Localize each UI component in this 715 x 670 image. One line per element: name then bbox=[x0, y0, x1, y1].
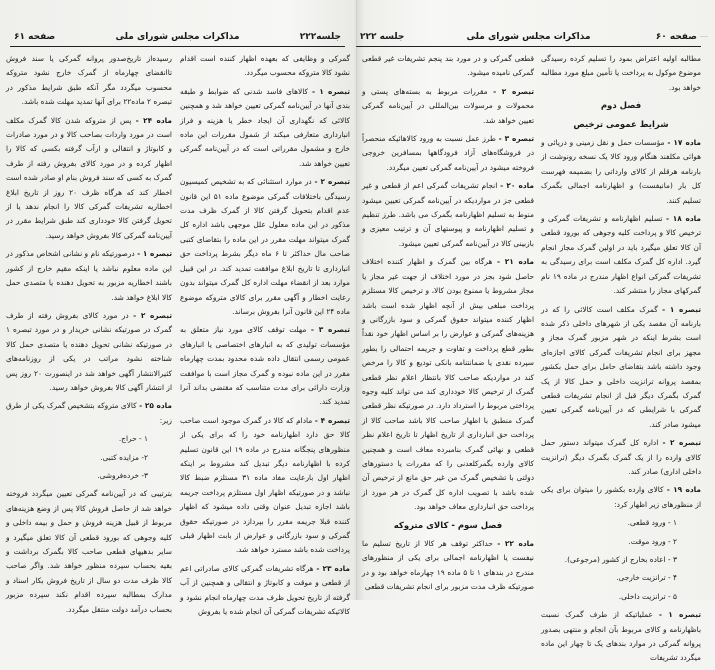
paragraph: گمرکی و وظایفی که بعهده اظهار کننده است اقدام نشود کالا متروکه محسوب میگردد. bbox=[180, 54, 350, 78]
list-item: ۲ - ورود موقت. bbox=[628, 536, 677, 546]
article-text: درصورتیکه نام و نشانی اشخاص مذکور در این ماده معلوم نباشد یا اینکه مقیم خارج از کشور باشند اخطاریه مزبور به تحویل دهنده یا متصدی حمل کالا ابلاغ خواهد شد. bbox=[6, 249, 172, 302]
page-61 bbox=[0, 0, 355, 617]
article-text: مادام که کالا در گمرک موجود است صاحب کالا حق دارد اظهارنامه خود را که برای یکی از منظورهای پنجگانه مندرج در ماده ۱۹ این قانون تسلیم کرده با اظهارنامه دیگر تبدیل کند مشروط بر اینکه اظهار اول بارعایت مفاد ماده ۳۱ مستلزم ضبط کالا نباشد و در صورتیکه اظهار اول مستلزم پرداخت جریمه باشد اجازه تبدیل عنوان وقتی داده میشود که اظهار کننده قبلا جریمه مقرر را بپردازد در صورتیکه حقوق گمرکی و سود بازرگانی و عوارض از بابت اظهار قبلی پرداخت شده باشد مسترد خواهد شد. bbox=[180, 415, 351, 555]
session-label: جلسه ۲۲۲ bbox=[360, 32, 405, 42]
running-header bbox=[10, 30, 345, 47]
list-item: ۲- مزایده کتبی. bbox=[100, 452, 148, 462]
article-label: ماده ۲۵ - bbox=[139, 401, 172, 411]
article-label: تبصره ۲ - bbox=[133, 310, 172, 320]
article-paragraph bbox=[6, 247, 172, 305]
article-text: کالای متروکه بتشخیص گمرک یکی از طرق زیر: bbox=[6, 401, 172, 425]
article-label: تبصره ۳ - bbox=[310, 325, 351, 335]
article-paragraph bbox=[180, 562, 350, 620]
column-right-page-inner bbox=[362, 52, 534, 599]
article-text: کالای وارده بکشور را میتوان برای یکی از منظورهای زیر اظهار کرد: bbox=[541, 485, 701, 509]
article-paragraph bbox=[541, 212, 701, 298]
article-text: در موارد استثنائی که به تشخیص کمیسیون رسیدگی باختلافات گمرکی موضوع ماده ۵۱ این قانون عدم اقدام بتحویل گرفتن کالا از گمرک ظرف مدت مذکور در این ماده معلول علل موجهی باشد اداره کل گمرک میتواند مهلت مقرر در این ماده را بتقاضای کتبی صاحب مال حداکثر تا ۶ ماه دیگر بشرط پرداخت حق انبارداری تا تاریخ ابلاغ موافقت تمدید کند. در این قبیل موارد بعد از انقضاء مهلت اداره کل گمرک میتواند بدون رعایت اخطار و آگهی مقرر برای کالای متروکه موضوع ماده ۲۴ این قانون آنرا بفروش برساند. bbox=[180, 177, 350, 316]
section-title: شرایط عمومی ترخیص bbox=[573, 119, 669, 130]
paragraph: بترتیبی که در آیین‌نامه گمرکی تعیین میگردد فروخته خواهد شد از حاصل فروش کالا پس از وضع هزینه‌های مربوط از قبیل هزینه فروش و حمل و بیمه داخلی و کلیه وجوهی که بورود قطعی آن کالا تعلق میگیرد و سایر بدهیهای قطعی صاحب کالا بگمرک برداشت و بقیه بحساب سپرده منظور خواهد شد. واگر صاحب کالا ظرف مدت دو سال از تاریخ فروش بکار اسناد و مدارک بمطالبه سپرده اقدام نکند سپرده مزبور بحساب درآمد دولت منتقل میگردد. bbox=[6, 489, 172, 614]
list-item: ۴ - ترانزیت خارجی. bbox=[616, 573, 677, 583]
paragraph: مطالبه اولیه اعتراض بمود را تسلیم کرده رسیدگی موضوع موکول به پرداخت یا تأمین مبلغ مورد مطالبه خواهد بود. bbox=[541, 54, 701, 92]
article-text: اداره کل گمرک میتواند دستور حمل کالای وارده را از یک گمرک بگمرک دیگر (ترانزیت داخلی اداری) صادر کند. bbox=[541, 438, 701, 476]
page-number: صفحه ۶۱ bbox=[14, 32, 56, 42]
running-header bbox=[356, 30, 701, 47]
article-label: تبصره ۱ - bbox=[662, 304, 702, 314]
article-paragraph bbox=[6, 399, 172, 428]
section-title: فصل سوم - کالای متروکه bbox=[393, 520, 503, 531]
article-paragraph bbox=[362, 132, 534, 175]
paragraph: قطعی گمرکی و در مورد بند پنجم تشریفات غیر قطعی گمرکی نامیده میشود. bbox=[362, 54, 534, 78]
article-label: تبصره ۱ - bbox=[658, 610, 701, 620]
article-paragraph bbox=[362, 85, 534, 128]
session-label: جلسه۲۲۲ bbox=[299, 32, 341, 42]
article-text: پس از متروکه شدن کالا گمرک مکلف است در مورد واردات بصاحب کالا و در مورد صادرات و کابوتاژ و انتقالی و ارآب گرفته بکسی که کالا را اظهار کرده و در مورد کالای بفروش رفته از طرف گمرک به کسی که سند فروش بنام او صادر شده است اخطار کند که هرگاه ظرف ۲۰ روز از تاریخ ابلاغ اخطاریه تشریفات گمرکی کالا را انجام ندهد یا از تحویل گرفتن کالا خودداری کند طبق شرایط مقرر در آیین‌نامه گمرکی کالا بفروش خواهد رسید. bbox=[6, 115, 172, 240]
article-text: در مورد کالای بفروش رفته از طرف گمرک در صورتیکه نشانی خریدار و در مورد تبصره ۱ در صورتیکه نشانی تحویل دهنده یا متصدی حمل کالا شناخته نشود مراتب در یکی از روزنامه‌های کثیرالانتشار آگهی خواهد شد در اینصورت ۲۰ روز پس از انتشار آگهی کالا بفروش خواهد رسید. bbox=[6, 310, 172, 392]
article-text: هرگاه تشریفات گمرکی کالای صادراتی اعم از قطعی و موقت و کابوتاژ و انتقالی و همچنین از آب گرفته از تاریخ تحویل ظرف مدت چهارماه انجام نشود و کالائیکه تشریفات گمرکی آن انجام شده یا بفروش bbox=[180, 563, 350, 617]
article-label: ماده ۲۴ - bbox=[135, 115, 172, 125]
article-text: طرز عمل نسبت به ورود کالاهائیکه منحصراً در فروشگاه‌های آزاد فرودگاهها بمسافرین خروجی فروخته میشود در آیین‌نامه گمرکی تعیین میگردد. bbox=[362, 134, 534, 172]
page-number: صفحه ۶۰ bbox=[655, 32, 697, 42]
article-text: عملیاتیکه از طرف گمرک نسبت باظهارنامه و کالای مربوط بآن انجام و منتهی بصدور پروانه گمرکی در موارد بندهای یک تا چهار این ماده میگردد تشریفات bbox=[541, 610, 701, 663]
article-text: انجام تشریفات گمرکی اعم از قطعی و غیر قطعی جز در مواردیکه در آیین‌نامه گمرکی تعیین میشود منوط به تسلیم اظهارنامه بگمرک می باشد. طرز تنظیم و تسلیم اظهارنامه و پیوستهای آن و ترتیب معیزی و بازبینی کالا در آیین‌نامه گمرکی تعیین میشود. bbox=[362, 181, 534, 248]
article-paragraph bbox=[541, 303, 701, 433]
list-item: ۳ - اعاده بخارج از کشور (مرجوعی). bbox=[564, 555, 677, 564]
article-paragraph bbox=[6, 309, 172, 395]
article-paragraph bbox=[180, 175, 350, 319]
column-left-page-outer bbox=[6, 52, 172, 621]
article-paragraph bbox=[541, 608, 701, 666]
paragraph: رسیده‌از تاریخ‌صدور پروانه گمرکی یا سند فروش تاانقضای چهارماه از گمرک خارج نشود متروکه محسوب میگردد مگر آنکه طبق شرایط مذکور در تبصره ۲ ماده۲۲ برای آنها تمدید مهلت شده باشد. bbox=[6, 54, 172, 107]
article-label: تبصره ۱ - bbox=[311, 86, 350, 96]
gutter-line bbox=[356, 0, 357, 600]
article-paragraph bbox=[362, 537, 534, 595]
article-label: ماده ۱۸ - bbox=[665, 214, 701, 224]
article-paragraph bbox=[362, 255, 534, 514]
article-label: ماده ۲۲ - bbox=[497, 539, 534, 548]
article-label: ماده ۱۷ - bbox=[667, 138, 701, 148]
list-item: ۱ - حراج. bbox=[118, 434, 148, 444]
article-label: تبصره ۴ - bbox=[314, 415, 350, 425]
article-paragraph bbox=[6, 114, 172, 244]
article-label: تبصره ۲ - bbox=[314, 177, 350, 187]
list-item: ۳- خرده‌فروشی. bbox=[97, 470, 148, 480]
article-text: مهلت توقف کالای مورد نیاز متعلق به مؤسسات تولیدی که به انبارهای اختصاصی یا انبارهای عمومی رسمی انتقال داده شده محدود بمدت چهارماه مقرر در این ماده نبوده و گمرک مجاز است با موافقت وزارت دارائی برای مدت متناسب که مقتضی بداند آنرا تمدید کند. bbox=[180, 325, 350, 407]
article-paragraph bbox=[541, 436, 701, 479]
list-item: ۱ - ورود قطعی. bbox=[627, 518, 677, 528]
article-text: هرگاه بین گمرک و اظهار کننده اختلاف حاصل شود بجز در مورد اختلاف از جهت غیر مجاز یا مجاز مشروط یا ممنوع بودن کالا، و ترخیص کالا مستلزم پرداخت مبلغی بیش از آنچه اظهار شده است باشد اظهار کننده میتواند حقوق گمرکی و سود بازرگانی و هزینه‌های گمرکی و عوارض را بر اساس اظهار خود نقداً بطور قطع پرداخت و تفاوت و جریمه احتمالی را بطور سپرده نقدی یا ضمانتنامه بانکی تودیع و کالا را مرخص کند در مواردیکه صاحب کالا بانتظار اعلام نظر قطعی گمرک از ترخیص کالا خودداری کند می تواند کلیه وجوه پرداختی مربوط را استرداد دارد. در صورتیکه نظر قطعی گمرک منطبق با اظهار صاحب کالا باشد صاحب کالا از پرداخت حق انبارداری از تاریخ اظهار تا تاریخ اعلام نظر قطعی و نهائی گمرک بنامبرده معاف است و همچنین کالای وارده بگمرکلعدنی را که مقررات یا دستورهای دولتی با تشخیص گمرک من غیر حق مانع از ترخیص آن شده باشد با تصویب اداره کل گمرک در هر مورد از پرداخت حق انبارداری معاف خواهد بود. bbox=[362, 257, 534, 512]
article-paragraph bbox=[180, 414, 350, 558]
article-paragraph bbox=[541, 136, 701, 208]
list-item: ۵ - ترانزیت داخلی. bbox=[618, 591, 677, 601]
article-paragraph bbox=[362, 179, 534, 251]
article-paragraph bbox=[541, 483, 701, 512]
column-right-page-outer bbox=[541, 52, 701, 670]
article-label: ماده ۲۰ - bbox=[500, 181, 534, 191]
section-title: فصل دوم bbox=[600, 101, 642, 112]
article-label: ماده ۲۳ - bbox=[316, 563, 350, 573]
scan-mark bbox=[700, 36, 708, 37]
article-label: ماده ۱۹ - bbox=[666, 485, 702, 495]
column-left-page-inner bbox=[180, 52, 350, 623]
article-paragraph bbox=[180, 323, 350, 409]
article-label: تبصره ۲ - bbox=[493, 86, 534, 96]
article-text: مؤسسات حمل و نقل زمینی و دریائی و هوائی مکلفند هنگام ورود کالا یک نسخه رونوشت از بارنامه هرقلم از کالای وارداتی را بضمیمه فهرست کل بار (مانیفست) و اظهارنامه اجمالی بگمرک تسلیم کنند. bbox=[541, 138, 701, 205]
article-label: تبصره ۳ - bbox=[498, 134, 535, 144]
article-text: گمرک مکلف است کالائی را که در بارنامه آن مقصد یکی از شهرهای داخلی ذکر شده است بشرط اینکه در شهر مزبور گمرک مجاز و مجهز برای انجام تشریفات گمرکی کالای اجازه‌ای وجود داشته باشد بتقاضای حامل برای حمل بکشور بمقصد پروانه ترانزیت داخلی و حمل کالا از یک گمرک بگمرک دیگر قبل از انجام تشریفات قطعی گمرکی با شرایطی که در آیین‌نامه گمرکی تعیین میشود صادر کند. bbox=[541, 304, 701, 429]
article-label: تبصره ۱ - bbox=[137, 249, 172, 259]
article-text: تسلیم اظهارنامه و تشریفات گمرکی و ترخیص کالا و پرداخت کلیه وجوهی که بورود قطعی آن کالا تعلق میگیرد باید در اولین گمرک مجاز انجام گیرد. اداره کل گمرک مکلف است برای رسیدگی به تشریفات گمرکی انواع اظهار مندرج در ماده ۱۹ نام گمرکهای مجاز را منتشر کند. bbox=[541, 214, 701, 296]
header-title: مذاکرات مجلس شورای ملی bbox=[115, 32, 240, 42]
article-text: حداکثر توقف هر کالا از تاریخ تسلیم ما نیفست یا اظهارنامه اجمالی برای یکی از منظورهای مندرج در بندهای ۱ تا ۵ ماده ۱۹ چهارماه خواهد بود و در صورتیکه ظرف مدت مزبور برای انجام تشریفات قطعی bbox=[362, 539, 534, 592]
article-paragraph bbox=[180, 85, 350, 171]
article-label: ماده ۲۱ - bbox=[496, 257, 534, 267]
header-title: مذاکرات مجلس شورای ملی bbox=[466, 32, 591, 42]
article-text: مقررات مربوط به بسته‌های پستی و محمولات و مرسولات بین‌المللی در آیین‌نامه گمرکی تعیین خواهد شد. bbox=[362, 86, 534, 125]
article-label: تبصره ۲ - bbox=[662, 438, 702, 448]
article-text: کالاهای فاسد شدنی که ضوابط و طبقه بندی آنها در آیین‌نامه گمرکی تعیین خواهد شد و همچنین کالائی که نگهداری آن ایجاد خطر یا هزینه و فراز انبارداری متعارفی میکند از شمول مقررات این ماده خارج و مشمول مقرراتی است که در آیین‌نامه گمرکی تعیین خواهد شد. bbox=[180, 86, 350, 168]
